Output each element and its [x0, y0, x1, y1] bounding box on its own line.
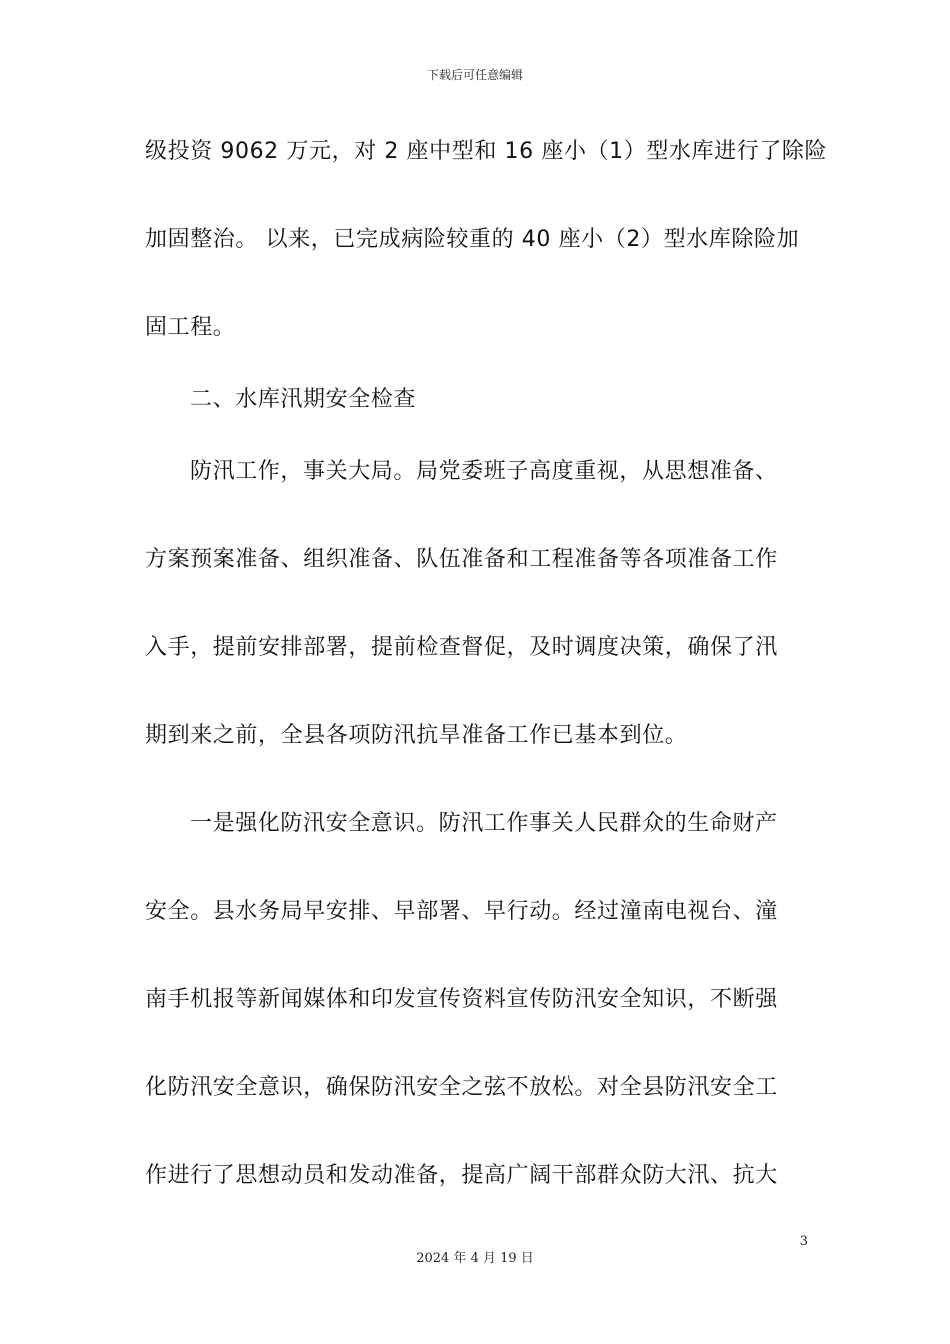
- text-line: 方案预案准备、组织准备、队伍准备和工程准备等各项准备工作: [145, 547, 778, 572]
- document-body: [145, 128, 828, 1240]
- footer-date: 2024 年 4 月 19 日: [416, 1251, 534, 1266]
- paragraph-start: 防汛工作，事关大局。局党委班子高度重视，从思想准备、: [190, 459, 778, 484]
- page-header: 下载后可任意编辑: [426, 68, 523, 82]
- text-line: 期到来之前，全县各项防汛抗旱准备工作已基本到位。: [145, 723, 688, 748]
- text-line: 级投资 9062 万元，对 2 座中型和 16 座小（1）型水库进行了除险: [145, 139, 828, 164]
- page-number: 3: [799, 1234, 808, 1249]
- section-heading: 二、水库汛期安全检查: [190, 387, 417, 412]
- text-line: 作进行了思想动员和发动准备，提高广阔干部群众防大汛、抗大: [145, 1163, 778, 1188]
- text-line: 化防汛安全意识，确保防汛安全之弦不放松。对全县防汛安全工: [145, 1075, 778, 1100]
- text-line: 安全。县水务局早安排、早部署、早行动。经过潼南电视台、潼: [145, 899, 778, 924]
- text-line: 南手机报等新闻媒体和印发宣传资料宣传防汛安全知识，不断强: [145, 987, 778, 1012]
- text-line: 加固整治。 以来，已完成病险较重的 40 座小（2）型水库除险加: [145, 227, 800, 252]
- text-line: 入手，提前安排部署，提前检查督促，及时调度决策，确保了汛: [145, 635, 778, 660]
- paragraph-start: 一是强化防汛安全意识。防汛工作事关人民群众的生命财产: [190, 811, 778, 836]
- text-line: 固工程。: [145, 315, 236, 340]
